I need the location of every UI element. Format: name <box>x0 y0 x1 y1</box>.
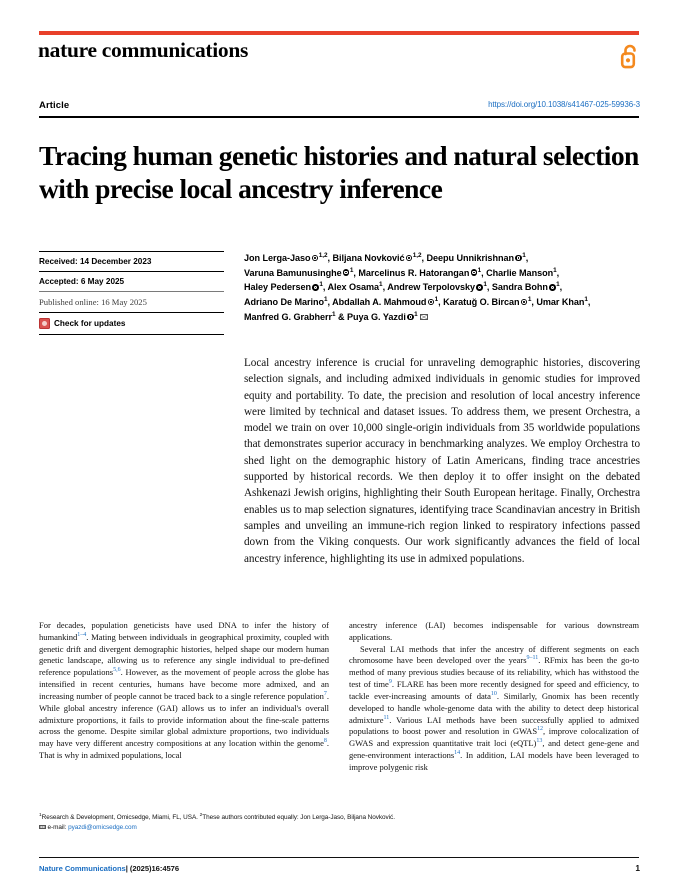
author-separator: , <box>486 282 492 293</box>
author-separator: , <box>531 297 537 308</box>
author-name[interactable]: Abdallah A. Mahmoud <box>332 297 427 308</box>
author-name[interactable]: Alex Osama <box>327 282 380 293</box>
author-name[interactable]: Umar Khan <box>536 297 585 308</box>
footer-divider <box>39 857 639 858</box>
affiliation-2-text: These authors contributed equally: Jon Lerga-Jaso, Biljana Novković. <box>202 814 395 821</box>
affiliation-superscript: 1 <box>477 266 482 274</box>
reference-citation[interactable]: 9 <box>388 679 392 686</box>
affiliation-superscript: 1 <box>414 310 418 318</box>
author-separator: , <box>587 297 591 308</box>
orcid-icon[interactable] <box>343 269 350 276</box>
reference-citation[interactable]: 5,6 <box>113 667 121 674</box>
author-line <box>244 310 639 325</box>
footnotes-block <box>39 813 639 833</box>
affiliation-superscript: 1 <box>379 281 383 289</box>
affiliation-1-text: Research & Development, Omicsedge, Miami, FL, USA. <box>41 814 200 821</box>
orcid-icon[interactable] <box>471 269 478 276</box>
check-for-updates-button[interactable] <box>39 313 224 334</box>
reference-citation[interactable]: 1–4 <box>77 631 87 638</box>
author-name[interactable]: Marcelinus R. Hatorangan <box>358 267 470 278</box>
reference-citation[interactable]: 7 <box>323 691 327 698</box>
orcid-icon[interactable] <box>515 255 522 262</box>
affiliation-superscript: 1 <box>319 281 323 289</box>
affiliation-superscript: 1 <box>556 281 560 289</box>
journal-masthead: nature communications <box>38 38 249 62</box>
reference-citation[interactable]: 9–11 <box>526 655 539 662</box>
author-name[interactable]: Manfred G. Grabherr <box>244 311 332 322</box>
author-line <box>244 295 639 310</box>
author-separator: , <box>559 282 563 293</box>
page-title: Tracing human genetic histories and natural selection with precise local ancestry inference <box>39 140 639 205</box>
envelope-icon <box>39 825 46 830</box>
author-name[interactable]: Deepu Unnikrishnan <box>426 253 514 263</box>
orcid-icon[interactable] <box>312 255 319 262</box>
reference-citation[interactable]: 11 <box>383 714 390 721</box>
affiliation-superscript: 1,2 <box>412 251 422 259</box>
body-paragraph: ancestry inference (LAI) becomes indispensable for various downstream applications. <box>349 620 639 642</box>
author-separator: , <box>438 297 444 308</box>
author-line <box>244 266 639 281</box>
orcid-icon[interactable] <box>407 314 414 321</box>
reference-citation[interactable]: 10 <box>490 691 497 698</box>
received-date: Received: 14 December 2023 <box>39 257 152 267</box>
published-date: Published online: 16 May 2025 <box>39 296 147 307</box>
affiliation-marker-1: 1 <box>39 812 42 818</box>
affiliation-superscript: 1 <box>527 296 532 304</box>
email-label: e-mail: <box>47 823 69 831</box>
author-name[interactable]: Sandra Bohn <box>491 282 548 293</box>
body-column-left <box>39 620 329 762</box>
author-line <box>244 280 639 295</box>
author-separator: , <box>421 253 427 263</box>
meta-divider <box>39 334 224 335</box>
reference-citation[interactable]: 12 <box>537 726 544 733</box>
affiliation-superscript: 1 <box>324 296 328 304</box>
orcid-icon[interactable] <box>312 284 319 291</box>
affiliation-superscript: 1,2 <box>318 251 328 259</box>
masthead-red-rule <box>39 31 639 35</box>
affiliation-superscript: 1 <box>434 296 439 304</box>
open-access-lock-icon <box>620 42 640 70</box>
author-line <box>244 251 639 266</box>
author-separator: , <box>327 297 333 308</box>
author-separator: & <box>335 311 347 322</box>
footer-citation <box>39 864 179 873</box>
author-separator: , <box>322 282 328 293</box>
affiliation-superscript: 1 <box>483 281 487 289</box>
page-number: 1 <box>635 863 640 873</box>
reference-citation[interactable]: 14 <box>454 750 461 757</box>
author-name[interactable]: Jon Lerga-Jaso <box>244 253 311 263</box>
footer-volume-article: | (2025)16:4576 <box>125 864 180 873</box>
header-divider <box>39 116 639 118</box>
orcid-icon[interactable] <box>428 299 435 306</box>
author-name[interactable]: Adriano De Marino <box>244 297 324 308</box>
affiliation-superscript: 1 <box>522 251 526 259</box>
affiliation-superscript: 1 <box>332 310 336 318</box>
author-name[interactable]: Varuna Bamunusinghe <box>244 267 342 278</box>
article-type-label: Article <box>39 100 70 111</box>
body-paragraph: For decades, population geneticists have used DNA to infer the history of humankind$^{1-4}$. Mating between individuals in geographical proximity, coupled with genetic drift and divergent demographic histories, helped shape our modern human genetic landscape, allowing us to reference any single individual to pre-defined reference populations$^{5,6}$. However, as the movement of people across the globe has intensified in recent centuries, humans have become more admixed, and an increasing number of people cannot be traced back to a single reference population$^7$. While global ancestry inference (GAI) allows us to infer an individual's overall admixture proportions, it fails to provide information about the fine-scale patterns across the genome. Despite similar global admixture proportions, two individuals may have very different ancestry compositions at any location within the genome$^8$. That is why in admixed populations, local <box>39 620 329 761</box>
footer-journal-name: Nature Communications <box>39 864 126 873</box>
abstract-text: Local ancestry inference is crucial for unraveling demographic histories, discovering selection signals, and including admixed individuals in genomic studies for improved equity and portability. To date, the precision and resolution of local ancestry inference were limited by technical and dataset issues. To address them, we present Orchestra, a model we train on over 10,000 single-origin individuals from 35 worldwide populations that demonstrates superior accuracy in benchmarking analyzes. We employ Orchestra to shed light on the demographic history of Latin Americans, finding trace ancestries supported by historical records. We then deploy it to offer insight on the debated Ashkenazi Jewish origins, highlighting their South European heritage. Finally, Orchestra enables us to map selection signatures, identifying trace Scandinavian ancestry in British samples and unveiling an immune-rich region linked to respiratory infections passed down from the Viking conquests. Our work significantly advances the field of local ancestry inference, highlighting its use in admixed populations. <box>244 357 640 565</box>
author-name[interactable]: Biljana Novković <box>332 253 405 263</box>
check-for-updates-label: Check for updates <box>54 319 126 329</box>
author-separator: , <box>382 282 388 293</box>
author-name[interactable]: Haley Pedersen <box>244 282 312 293</box>
author-list <box>244 251 639 325</box>
orcid-icon[interactable] <box>406 255 413 262</box>
accepted-date: Accepted: 6 May 2025 <box>39 277 125 287</box>
body-paragraph: Several LAI methods that infer the ancestry of different segments on each chromosome have been developed over the years$^{9-11}$. RFmix has been the go-to method of many previous studies because of its reliability, which has withstood the test of time$^9$. FLARE has been more recently designed for speed and efficiency, to tackle ever-increasing amounts of data$^{10}$. Similarly, Gnomix has been recently developed to handle whole-genome data with the ability to detect deep historical admixture$^{11}$. Various LAI methods have been successfully applied to admixed populations to boost power and resolution in GWAS$^{12}$, improve colocalization of GWAS and expression quantitative trait loci (eQTL)$^{13}$, and detect gene-gene and gene-environment interactions$^{14}$. In addition, LAI models have been leveraged to improve polygenic risk <box>349 643 640 772</box>
author-separator: , <box>327 253 333 263</box>
author-name[interactable]: Charlie Manson <box>486 267 554 278</box>
orcid-icon[interactable] <box>549 284 556 291</box>
affiliations-line <box>39 813 639 823</box>
affiliation-superscript: 1 <box>553 266 557 274</box>
article-metadata-block <box>39 251 224 335</box>
author-separator: , <box>481 267 487 278</box>
crossmark-icon <box>39 318 50 329</box>
orcid-icon[interactable] <box>476 284 483 291</box>
orcid-icon[interactable] <box>521 299 528 306</box>
affiliation-marker-2: 2 <box>199 812 203 818</box>
author-name[interactable]: Andrew Terpolovsky <box>387 282 476 293</box>
body-column-right <box>349 620 639 774</box>
affiliation-superscript: 1 <box>584 296 588 304</box>
affiliation-superscript: 1 <box>349 266 354 274</box>
doi-link[interactable]: https://doi.org/10.1038/s41467-025-59936-3 <box>488 100 640 109</box>
author-separator: , <box>353 267 359 278</box>
reference-citation[interactable]: 13 <box>536 738 543 745</box>
correspondence-line <box>39 823 639 833</box>
author-name[interactable]: Karatuğ O. Bircan <box>443 297 520 308</box>
author-name[interactable]: Puya G. Yazdi <box>347 311 406 322</box>
corresponding-email-link[interactable]: pyazdi@omicsedge.com <box>68 823 137 831</box>
author-separator: , <box>525 253 529 263</box>
reference-citation[interactable]: 8 <box>323 738 327 745</box>
envelope-icon[interactable] <box>420 314 428 320</box>
author-separator: , <box>556 267 560 278</box>
